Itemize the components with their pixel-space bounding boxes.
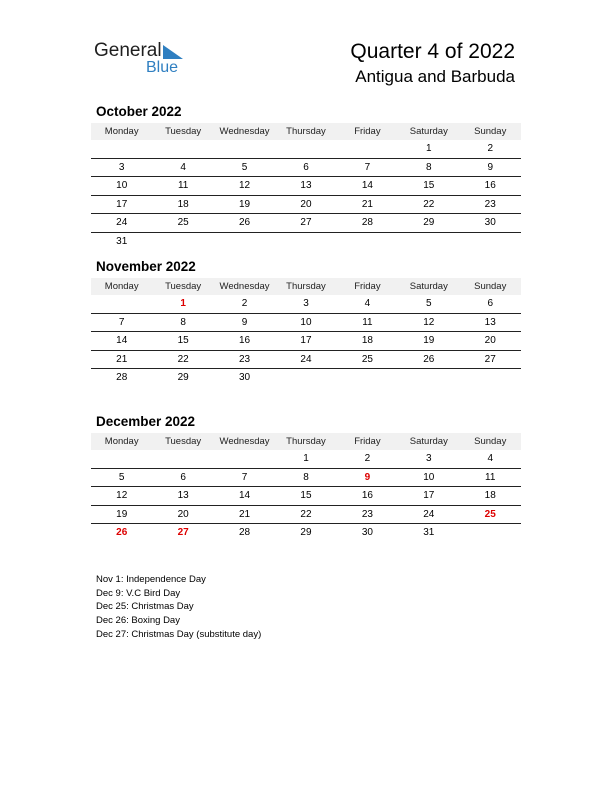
day-cell: 15 bbox=[423, 180, 435, 191]
day-cell: 21 bbox=[238, 508, 251, 520]
week-row bbox=[91, 196, 521, 215]
day-cell: 15 bbox=[177, 335, 189, 346]
day-cell: 8 bbox=[180, 316, 186, 328]
day-cell: 1 bbox=[303, 453, 309, 464]
holiday-day-cell: 1 bbox=[180, 298, 186, 309]
day-cell: 26 bbox=[238, 217, 251, 228]
weekday-label: Friday bbox=[354, 436, 381, 447]
day-cell: 22 bbox=[423, 198, 435, 210]
day-cell: 2 bbox=[364, 453, 371, 464]
day-cell: 11 bbox=[177, 180, 189, 191]
day-cell: 22 bbox=[300, 508, 312, 520]
week-row bbox=[91, 159, 521, 178]
day-cell: 28 bbox=[361, 217, 373, 228]
holiday-list bbox=[96, 573, 261, 642]
day-cell: 17 bbox=[423, 490, 435, 501]
day-cell: 8 bbox=[426, 161, 432, 173]
month-title: October 2022 bbox=[96, 104, 182, 119]
week-row bbox=[91, 450, 521, 469]
week-row bbox=[91, 295, 521, 314]
day-cell: 16 bbox=[361, 490, 373, 501]
week-row bbox=[91, 332, 521, 351]
page-subtitle: Antigua and Barbuda bbox=[355, 67, 515, 86]
day-cell: 20 bbox=[300, 198, 312, 210]
month-block bbox=[91, 258, 521, 387]
holiday-entry: Dec 25: Christmas Day bbox=[96, 601, 194, 613]
month-block bbox=[91, 413, 521, 542]
day-cell bbox=[214, 450, 275, 468]
day-cell: 10 bbox=[423, 471, 435, 483]
day-cell bbox=[337, 369, 398, 387]
day-cell: 13 bbox=[300, 180, 312, 191]
day-cell bbox=[337, 140, 398, 158]
day-cell bbox=[214, 140, 275, 158]
day-cell: 27 bbox=[484, 353, 496, 365]
day-cell: 18 bbox=[484, 490, 496, 501]
day-cell: 19 bbox=[423, 335, 435, 346]
month-title: November 2022 bbox=[96, 259, 196, 274]
day-cell bbox=[91, 140, 152, 158]
day-cell bbox=[460, 524, 521, 542]
weekday-header bbox=[91, 433, 521, 450]
day-cell: 27 bbox=[300, 217, 312, 228]
week-row bbox=[91, 177, 521, 196]
day-cell: 9 bbox=[241, 316, 248, 328]
day-cell: 3 bbox=[303, 298, 309, 309]
day-cell: 3 bbox=[118, 161, 125, 173]
day-cell bbox=[398, 233, 459, 251]
day-cell: 3 bbox=[426, 453, 432, 464]
day-cell: 7 bbox=[364, 161, 371, 173]
holiday-day-cell: 9 bbox=[364, 471, 371, 483]
weekday-label: Saturday bbox=[409, 126, 448, 137]
day-cell: 28 bbox=[238, 527, 251, 538]
day-cell: 6 bbox=[180, 471, 186, 483]
weekday-label: Sunday bbox=[474, 281, 507, 292]
day-cell: 7 bbox=[241, 471, 248, 483]
day-cell: 18 bbox=[177, 198, 189, 210]
holiday-entry: Dec 27: Christmas Day (substitute day) bbox=[96, 628, 262, 640]
weekday-label: Tuesday bbox=[165, 126, 202, 137]
logo-blue-text: Blue bbox=[146, 59, 179, 76]
day-cell: 21 bbox=[361, 198, 373, 210]
day-cell: 4 bbox=[364, 298, 371, 309]
day-cell: 21 bbox=[116, 353, 128, 365]
holiday-entry: Nov 1: Independence Day bbox=[96, 574, 206, 585]
day-cell: 16 bbox=[484, 180, 496, 191]
day-cell: 10 bbox=[300, 316, 312, 328]
day-cell: 17 bbox=[300, 335, 312, 346]
weekday-label: Wednesday bbox=[219, 436, 270, 447]
day-cell bbox=[460, 233, 521, 251]
day-cell bbox=[214, 233, 275, 251]
day-cell: 20 bbox=[484, 335, 496, 346]
day-cell: 1 bbox=[426, 143, 432, 154]
week-row bbox=[91, 314, 521, 333]
day-cell: 31 bbox=[116, 235, 128, 247]
weekday-label: Tuesday bbox=[165, 281, 202, 292]
day-cell: 11 bbox=[362, 316, 373, 328]
week-row bbox=[91, 369, 521, 387]
weekday-label: Monday bbox=[104, 281, 139, 292]
week-row bbox=[91, 351, 521, 370]
day-cell: 5 bbox=[426, 298, 432, 309]
week-row bbox=[91, 140, 521, 159]
day-cell: 18 bbox=[361, 335, 373, 346]
day-cell: 24 bbox=[423, 508, 435, 520]
week-row bbox=[91, 487, 521, 506]
weekday-label: Sunday bbox=[474, 436, 507, 447]
weekday-label: Monday bbox=[104, 436, 139, 447]
day-cell: 13 bbox=[177, 490, 189, 501]
month-title: December 2022 bbox=[96, 414, 196, 429]
holiday-day-cell: 25 bbox=[484, 508, 496, 520]
day-cell bbox=[275, 140, 336, 158]
day-cell: 22 bbox=[177, 353, 189, 365]
month-block bbox=[91, 103, 521, 250]
weekday-label: Wednesday bbox=[219, 126, 270, 137]
day-cell: 23 bbox=[361, 508, 373, 520]
day-cell bbox=[152, 233, 213, 251]
day-cell: 25 bbox=[361, 353, 373, 365]
day-cell: 2 bbox=[487, 143, 494, 154]
day-cell: 31 bbox=[423, 527, 435, 538]
weekday-label: Saturday bbox=[409, 436, 448, 447]
day-cell: 15 bbox=[300, 490, 312, 501]
day-cell: 20 bbox=[177, 508, 189, 520]
week-row bbox=[91, 524, 521, 542]
day-cell: 5 bbox=[241, 161, 248, 173]
day-cell bbox=[337, 233, 398, 251]
day-cell: 12 bbox=[116, 490, 128, 501]
weekday-label: Friday bbox=[354, 281, 381, 292]
day-cell: 24 bbox=[116, 217, 128, 228]
weekday-label: Monday bbox=[104, 126, 139, 137]
day-cell: 16 bbox=[238, 335, 251, 346]
weekday-label: Saturday bbox=[409, 281, 448, 292]
week-row bbox=[91, 214, 521, 233]
week-row bbox=[91, 469, 521, 488]
day-cell: 29 bbox=[300, 527, 312, 538]
day-cell: 6 bbox=[303, 161, 309, 173]
day-cell: 6 bbox=[487, 298, 494, 309]
weekday-label: Thursday bbox=[286, 436, 326, 447]
day-cell: 13 bbox=[484, 316, 496, 328]
holiday-day-cell: 26 bbox=[116, 527, 128, 538]
day-cell: 8 bbox=[303, 471, 309, 483]
weekday-label: Friday bbox=[354, 126, 381, 137]
day-cell: 12 bbox=[423, 316, 435, 328]
day-cell: 14 bbox=[238, 490, 251, 501]
page-title: Quarter 4 of 2022 bbox=[350, 40, 515, 63]
day-cell: 9 bbox=[487, 161, 494, 173]
day-cell: 14 bbox=[116, 335, 128, 346]
day-cell: 30 bbox=[238, 372, 251, 383]
day-cell bbox=[152, 450, 213, 468]
day-cell: 19 bbox=[238, 198, 251, 210]
weekday-header bbox=[91, 278, 521, 295]
day-cell: 19 bbox=[116, 508, 128, 520]
holiday-day-cell: 27 bbox=[177, 527, 189, 538]
day-cell: 5 bbox=[118, 471, 125, 483]
holiday-entry: Dec 26: Boxing Day bbox=[96, 615, 180, 627]
weekday-label: Sunday bbox=[474, 126, 507, 137]
weekday-label: Tuesday bbox=[165, 436, 202, 447]
day-cell bbox=[275, 369, 336, 387]
weekday-header bbox=[91, 123, 521, 140]
day-cell: 17 bbox=[116, 198, 128, 210]
day-cell: 29 bbox=[423, 217, 435, 228]
day-cell bbox=[91, 450, 152, 468]
day-cell: 26 bbox=[423, 353, 435, 365]
weekday-label: Thursday bbox=[286, 281, 326, 292]
day-cell bbox=[460, 369, 521, 387]
day-cell: 28 bbox=[116, 372, 128, 383]
day-cell: 10 bbox=[116, 180, 128, 191]
day-cell bbox=[152, 140, 213, 158]
day-cell: 23 bbox=[484, 198, 496, 210]
day-cell bbox=[91, 295, 152, 313]
day-cell: 12 bbox=[238, 180, 251, 191]
logo-triangle-icon bbox=[163, 45, 183, 59]
day-cell: 4 bbox=[180, 161, 186, 173]
holiday-entry: Dec 9: V.C Bird Day bbox=[96, 587, 181, 599]
logo-general-text: General bbox=[94, 40, 162, 61]
day-cell: 24 bbox=[300, 353, 312, 365]
day-cell: 29 bbox=[177, 372, 189, 383]
day-cell: 11 bbox=[485, 471, 496, 483]
week-row bbox=[91, 506, 521, 525]
day-cell: 4 bbox=[487, 453, 494, 464]
day-cell: 30 bbox=[484, 217, 496, 228]
day-cell: 25 bbox=[177, 217, 189, 228]
day-cell bbox=[275, 233, 336, 251]
weekday-label: Wednesday bbox=[219, 281, 270, 292]
day-cell: 23 bbox=[238, 353, 251, 365]
day-cell: 14 bbox=[361, 180, 373, 191]
day-cell: 2 bbox=[241, 298, 248, 309]
week-row bbox=[91, 233, 521, 251]
day-cell: 7 bbox=[118, 316, 125, 328]
weekday-label: Thursday bbox=[286, 126, 326, 137]
day-cell bbox=[398, 369, 459, 387]
day-cell: 30 bbox=[361, 527, 373, 538]
